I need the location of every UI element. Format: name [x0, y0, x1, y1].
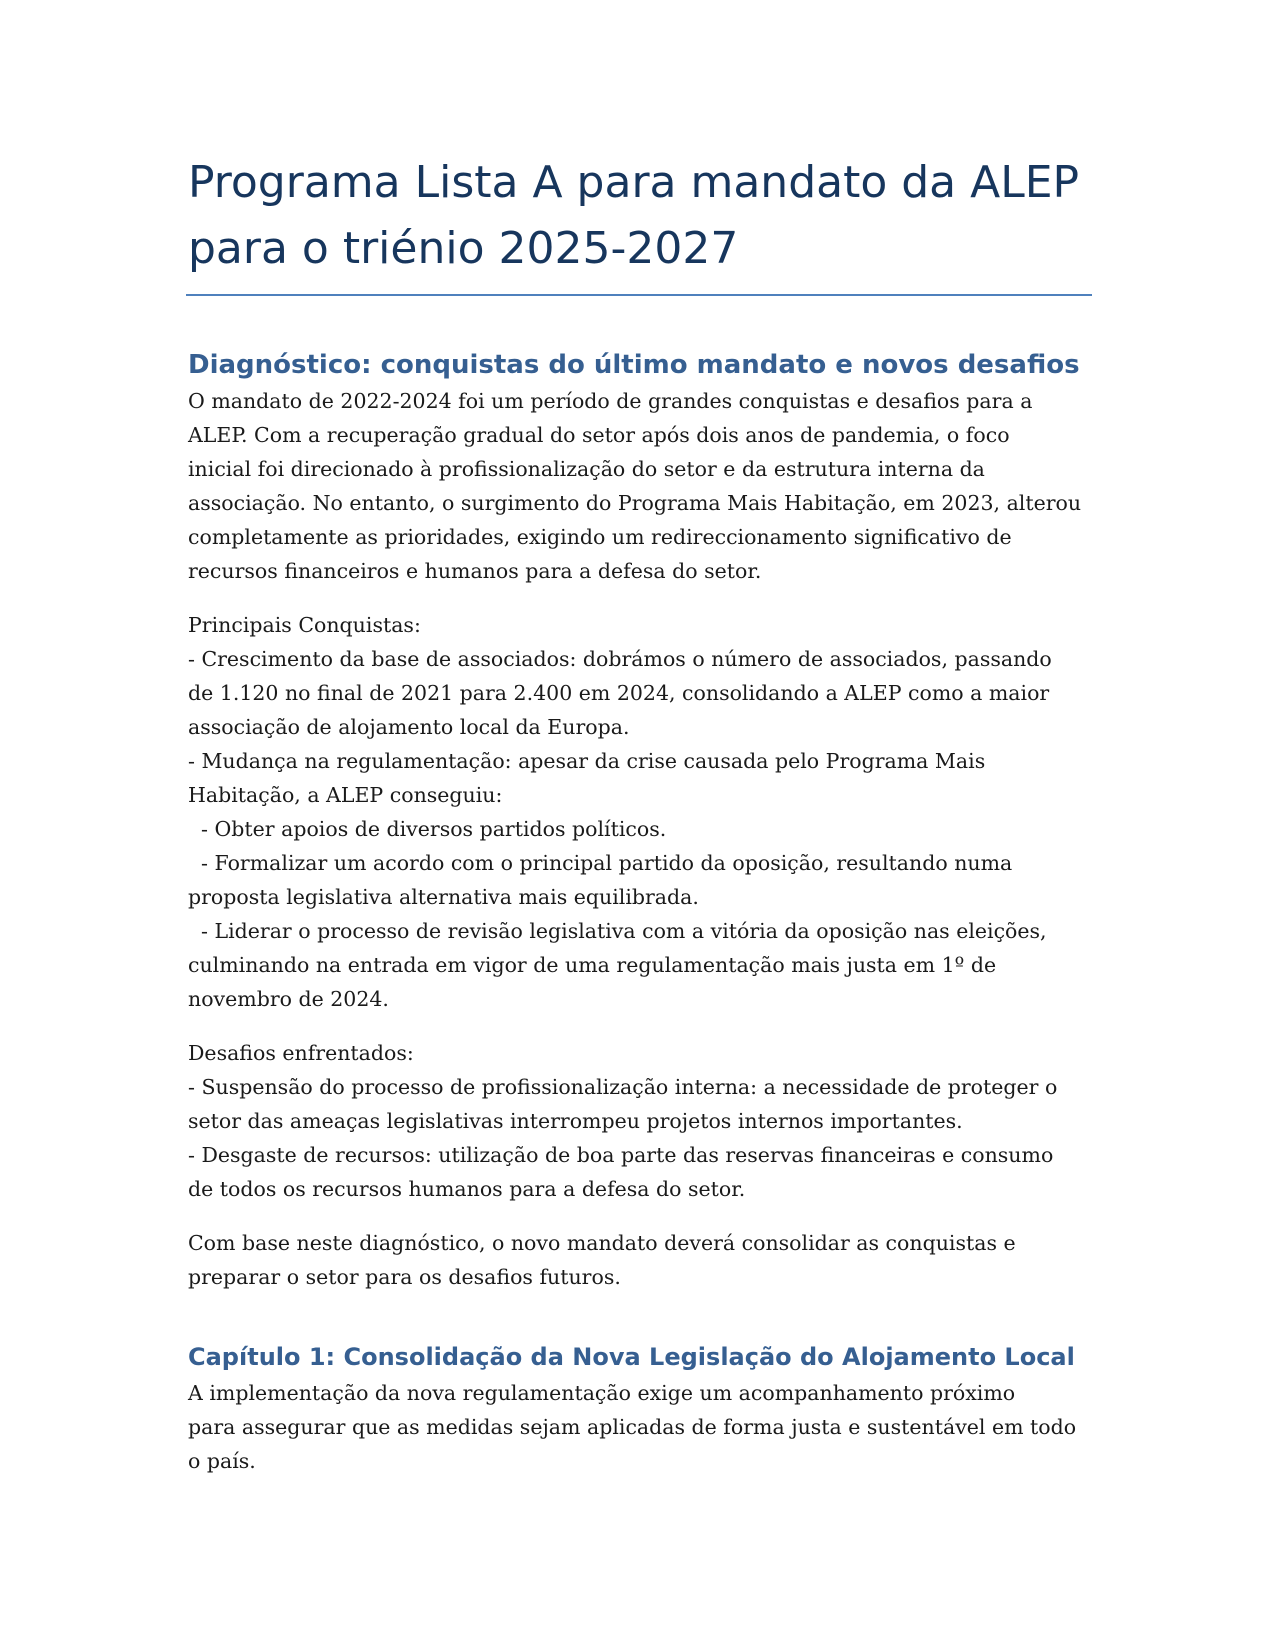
desafios-line: - Desgaste de recursos: utilização de boa parte das reservas financeiras e consumo [188, 1143, 1054, 1167]
document-title [188, 150, 1088, 282]
conquistas-line: Principais Conquistas: [188, 613, 421, 637]
conquistas-line: - Liderar o processo de revisão legislativa com a vitória da oposição nas eleições, [188, 919, 1047, 943]
desafios-line: setor das ameaças legislativas interrompeu projetos internos importantes. [188, 1109, 963, 1133]
intro-line: associação. No entanto, o surgimento do Programa Mais Habitação, em 2023, alterou [188, 491, 1082, 515]
conquistas-line: - Obter apoios de diversos partidos políticos. [188, 817, 667, 841]
conclusao-line: Com base neste diagnóstico, o novo mandato deverá consolidar as conquistas e [188, 1231, 1016, 1255]
capitulo1-line: A implementação da nova regulamentação exige um acompanhamento próximo [188, 1381, 1016, 1405]
intro-line: ALEP. Com a recuperação gradual do setor após dois anos de pandemia, o foco [188, 423, 1010, 447]
intro-line: inicial foi direcionado à profissionalização do setor e da estrutura interna da [188, 457, 985, 481]
section-heading-capitulo-1: Capítulo 1: Consolidação da Nova Legislação do Alojamento Local [188, 1343, 1075, 1371]
conclusao-line: preparar o setor para os desafios futuros. [188, 1265, 621, 1289]
capitulo1-line: o país. [188, 1449, 256, 1473]
paragraph-principais-conquistas [188, 608, 1088, 1016]
title-line-1: Programa Lista A para mandato da ALEP [188, 157, 1080, 208]
title-line-2: para o triénio 2025-2027 [188, 223, 739, 274]
conquistas-line: associação de alojamento local da Europa. [188, 715, 630, 739]
conquistas-line: de 1.120 no final de 2021 para 2.400 em 2024, consolidando a ALEP como a maior [188, 681, 1050, 705]
intro-line: O mandato de 2022-2024 foi um período de grandes conquistas e desafios para a [188, 389, 1033, 413]
desafios-line: Desafios enfrentados: [188, 1041, 414, 1065]
capitulo1-line: para assegurar que as medidas sejam aplicadas de forma justa e sustentável em todo [188, 1415, 1077, 1439]
conquistas-line: Habitação, a ALEP conseguiu: [188, 783, 503, 807]
paragraph-conclusao [188, 1226, 1088, 1294]
conquistas-line: - Formalizar um acordo com o principal partido da oposição, resultando numa [188, 851, 1013, 875]
paragraph-intro [188, 384, 1088, 588]
paragraph-desafios-enfrentados [188, 1036, 1088, 1206]
document-content [188, 150, 1088, 1478]
conquistas-line: - Crescimento da base de associados: dobrámos o número de associados, passando [188, 647, 1052, 671]
conquistas-line: culminando na entrada em vigor de uma regulamentação mais justa em 1º de [188, 953, 997, 977]
conquistas-line: - Mudança na regulamentação: apesar da crise causada pelo Programa Mais [188, 749, 986, 773]
conquistas-line: novembro de 2024. [188, 987, 389, 1011]
title-underline-rule [186, 294, 1092, 296]
paragraph-capitulo-1 [188, 1376, 1088, 1478]
intro-line: completamente as prioridades, exigindo um redireccionamento significativo de [188, 525, 1012, 549]
desafios-line: - Suspensão do processo de profissionalização interna: a necessidade de proteger o [188, 1075, 1058, 1099]
intro-line: recursos financeiros e humanos para a defesa do setor. [188, 559, 762, 583]
conquistas-line: proposta legislativa alternativa mais equilibrada. [188, 885, 699, 909]
section-heading-diagnostico: Diagnóstico: conquistas do último mandato e novos desafios [188, 350, 1080, 380]
desafios-line: de todos os recursos humanos para a defesa do setor. [188, 1177, 746, 1201]
